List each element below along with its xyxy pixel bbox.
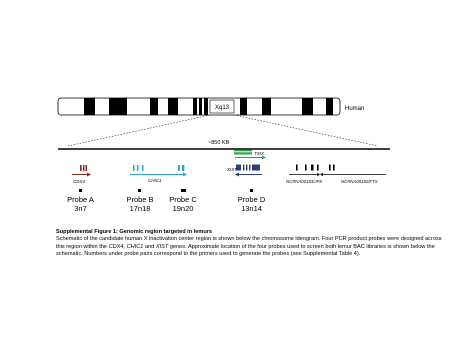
caption-text-3: and [143, 243, 156, 250]
probe-a-marker [79, 189, 82, 192]
probe-b-marker [138, 189, 141, 192]
figure-caption [56, 229, 450, 258]
chic1-label: CHIC1 [148, 178, 162, 183]
caption-gene-c: XIST [155, 243, 169, 250]
probe-b-bac: 17n18 [129, 204, 151, 213]
caption-text-4: genes. Approximate location of the four probes used to screen both lemur BAC libraries is shown below the schematic. Numbers under probe pairs correspond to the primers used to generate the probes (see Supplemental Table 4). [56, 243, 435, 257]
zoom-line-right [234, 115, 378, 146]
cdx4-gene [72, 165, 91, 177]
cdx4-label: CDX4 [73, 179, 86, 184]
chic1-gene [130, 165, 187, 177]
scale-label: ~850 KB [208, 140, 230, 146]
xist-gene [235, 165, 262, 177]
caption-gene-b: CHIC1 [126, 243, 144, 250]
probe-b-name: Probe B [126, 195, 154, 204]
probe-a-name: Probe A [67, 195, 94, 204]
ftx-gene [320, 165, 386, 177]
zoom-line-left [68, 115, 210, 146]
caption-text-1: Schematic of the candidate human X inactivation center region is shown below the chromosome ideogram. Four PCR product probes were designed across this region within the [56, 236, 442, 250]
probe-c-bac: 19n20 [172, 204, 194, 213]
jpx-label: NCRNA00183/JPX [286, 179, 323, 184]
probe-d-bac: 13n14 [241, 204, 262, 213]
species-label: Human [345, 106, 365, 112]
caption-title: Supplemental Figure 1: Genomic region targeted in lemurs [56, 229, 213, 235]
probe-a-bac: 3n7 [74, 204, 87, 213]
ftx-label: NCRNA00182/FTX [341, 179, 378, 184]
chromosome-ideogram [58, 98, 340, 115]
probe-c-marker [181, 189, 186, 192]
probe-c-name: Probe C [169, 195, 197, 204]
jpx-gene [289, 165, 320, 177]
probe-d-name: Probe D [237, 195, 266, 204]
tsix-label: TSIX [254, 151, 265, 156]
caption-gene-a: CDX4, [108, 243, 126, 250]
probe-d-marker [250, 189, 253, 192]
caption-body [56, 236, 450, 258]
xist-label: XIST [227, 167, 238, 172]
band-label: Xq13 [214, 105, 230, 111]
